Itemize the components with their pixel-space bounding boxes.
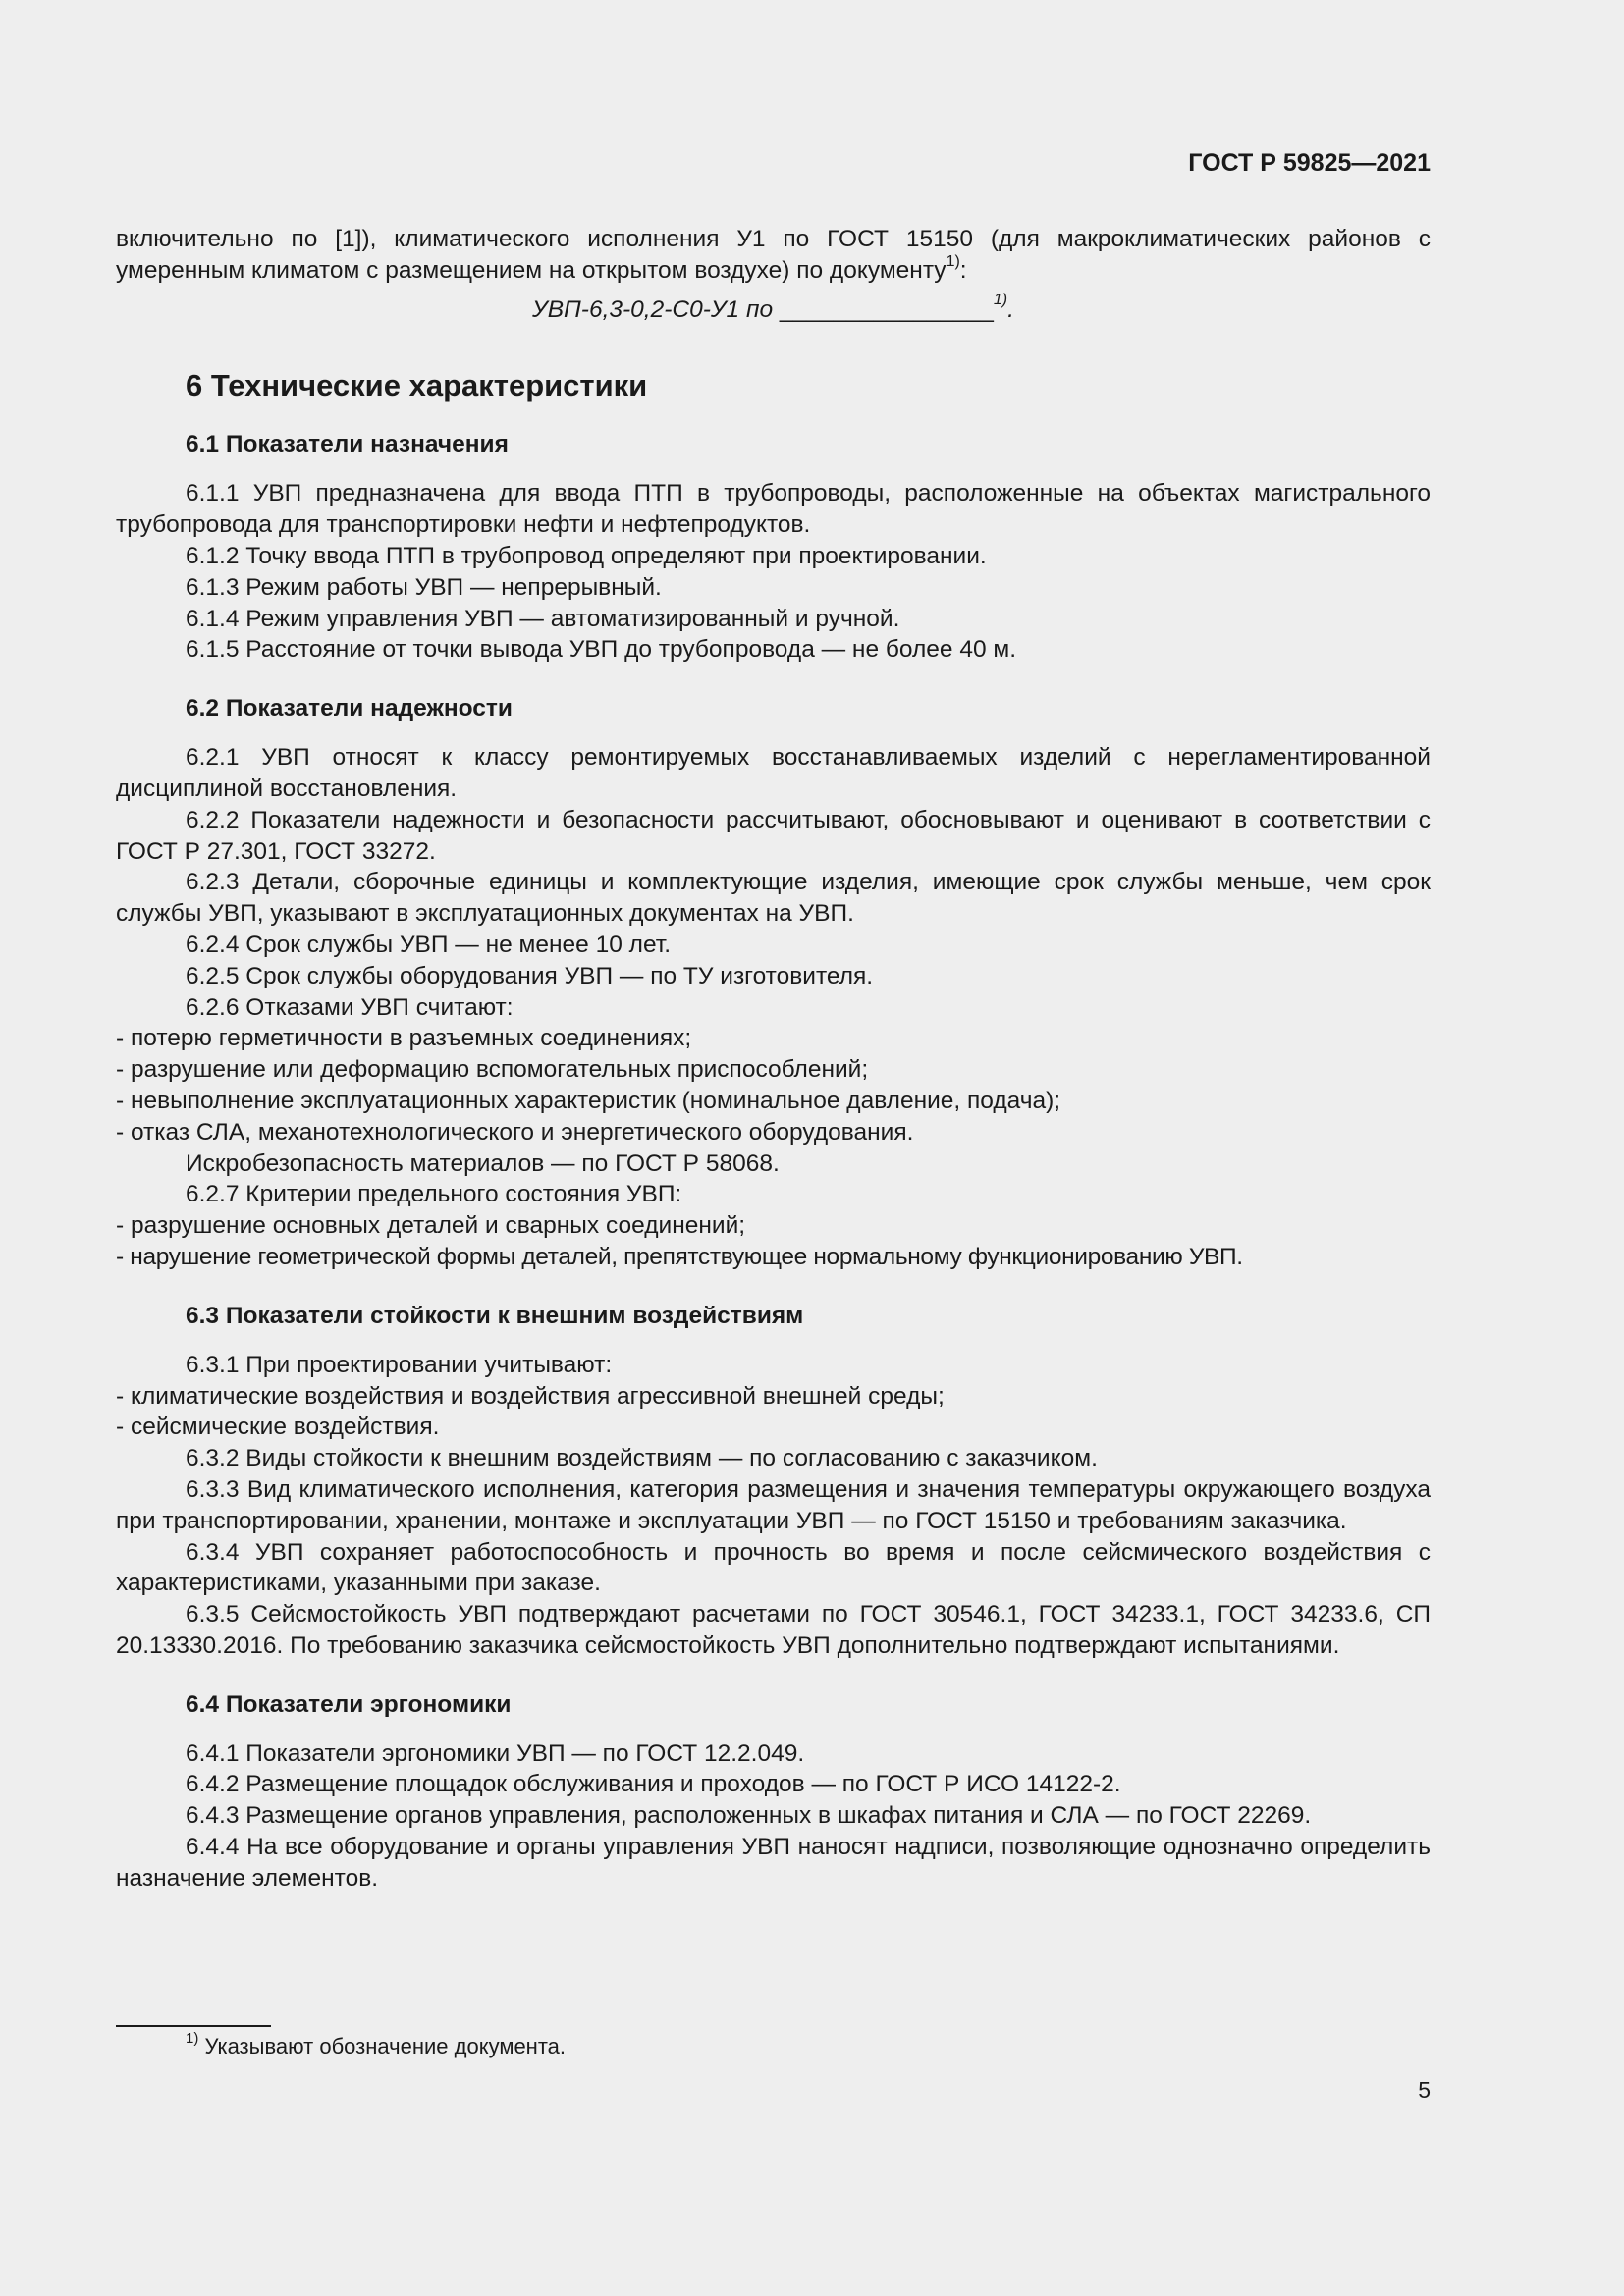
page-content	[116, 224, 1431, 1895]
paragraph: 6.2.7 Критерии предельного состояния УВП:	[186, 1181, 682, 1208]
paragraph: 6.3.2 Виды стойкости к внешним воздействиям — по согласованию с заказчиком.	[186, 1445, 1098, 1472]
footnote-text: Указывают обозначение документа.	[204, 2034, 567, 2058]
paragraph: 6.1.5 Расстояние от точки вывода УВП до трубопровода — не более 40 м.	[186, 636, 1017, 664]
paragraph: Искробезопасность материалов — по ГОСТ Р 58068.	[186, 1149, 780, 1177]
section-6-title: 6 Технические характеристики	[186, 368, 648, 403]
designation-footnote-ref: 1)	[993, 292, 1008, 309]
intro-text: включительно по [1]), климатического исполнения У1 по ГОСТ 15150 (для макроклиматических районов с умеренным климатом с размещением на открытом воздухе) по документу	[116, 226, 1431, 284]
paragraph: 6.2.6 Отказами УВП считают:	[186, 993, 514, 1021]
list-item: - нарушение геометрической формы деталей, препятствующее нормальному функционированию УВП.	[116, 1243, 1243, 1270]
list-item: - отказ СЛА, механотехнологического и энергетического оборудования.	[116, 1118, 914, 1146]
paragraph: 6.1.4 Режим управления УВП — автоматизированный и ручной.	[186, 605, 900, 632]
list-item: - разрушение или деформацию вспомогательных приспособлений;	[116, 1056, 869, 1084]
section-6-4-title: 6.4 Показатели эргономики	[186, 1690, 512, 1718]
list-item: - потерю герметичности в разъемных соединениях;	[116, 1025, 692, 1052]
footnote-mark: 1)	[186, 2029, 199, 2047]
paragraph: 6.1.3 Режим работы УВП — непрерывный.	[186, 573, 662, 601]
paragraph: 6.3.1 При проектировании учитывают:	[186, 1351, 613, 1378]
intro-paragraph	[116, 224, 1431, 287]
paragraph: 6.3.3 Вид климатического исполнения, категория размещения и значения температуры окружающего воздуха при транспортировании, хранении, монтаже и эксплуатации УВП — по ГОСТ 15150 и требованиям заказчика.	[116, 1475, 1431, 1534]
section-6-1-title: 6.1 Показатели назначения	[186, 431, 509, 458]
section-6-3-title: 6.3 Показатели стойкости к внешним воздействиям	[186, 1302, 804, 1329]
paragraph: 6.4.4 На все оборудование и органы управления УВП наносят надписи, позволяющие однозначно определить назначение элементов.	[116, 1834, 1431, 1892]
paragraph: 6.4.1 Показатели эргономики УВП — по ГОСТ 12.2.049.	[186, 1739, 805, 1767]
paragraph: 6.2.2 Показатели надежности и безопасности рассчитывают, обосновывают и оценивают в соответствии с ГОСТ Р 27.301, ГОСТ 33272.	[116, 806, 1431, 865]
paragraph: 6.1.2 Точку ввода ПТП в трубопровод определяют при проектировании.	[186, 542, 987, 569]
paragraph: 6.1.1 УВП предназначена для ввода ПТП в трубопроводы, расположенные на объектах магистрального трубопровода для транспортировки нефти и нефтепродуктов.	[116, 480, 1431, 539]
footnote-ref: 1)	[946, 252, 960, 270]
paragraph: 6.2.1 УВП относят к классу ремонтируемых восстанавливаемых изделий с нерегламентированной дисциплиной восстановления.	[116, 744, 1431, 802]
designation-tail: .	[1007, 295, 1014, 323]
page-number: 5	[1418, 2077, 1431, 2103]
list-item: - сейсмические воздействия.	[116, 1414, 440, 1441]
intro-tail: :	[959, 256, 967, 284]
list-item: - невыполнение эксплуатационных характеристик (номинальное давление, подача);	[116, 1087, 1061, 1114]
list-item: - климатические воздействия и воздействия агрессивной внешней среды;	[116, 1382, 945, 1410]
document-code: ГОСТ Р 59825—2021	[1188, 149, 1431, 177]
designation-blank: ________________	[779, 295, 994, 323]
paragraph: 6.4.3 Размещение органов управления, расположенных в шкафах питания и СЛА — по ГОСТ 22269.	[186, 1802, 1312, 1830]
paragraph: 6.2.3 Детали, сборочные единицы и комплектующие изделия, имеющие срок службы меньше, чем срок службы УВП, указывают в эксплуатационных документах на УВП.	[116, 869, 1431, 928]
paragraph: 6.2.4 Срок службы УВП — не менее 10 лет.	[186, 931, 672, 958]
paragraph: 6.3.5 Сейсмостойкость УВП подтверждают расчетами по ГОСТ 30546.1, ГОСТ 34233.1, ГОСТ 34233.6, СП 20.13330.2016. По требованию заказчика сейсмостойкость УВП дополнительно подтверждают испытаниями.	[116, 1601, 1431, 1659]
paragraph: 6.2.5 Срок службы оборудования УВП — по ТУ изготовителя.	[186, 962, 874, 989]
footnote	[186, 2029, 567, 2061]
paragraph: 6.3.4 УВП сохраняет работоспособность и прочность во время и после сейсмического воздействия с характеристиками, указанными при заказе.	[116, 1538, 1431, 1597]
paragraph: 6.4.2 Размещение площадок обслуживания и проходов — по ГОСТ Р ИСО 14122-2.	[186, 1771, 1121, 1798]
list-item: - разрушение основных деталей и сварных соединений;	[116, 1212, 746, 1240]
designation-example	[116, 294, 1431, 326]
designation-text: УВП-6,3-0,2-С0-У1 по	[532, 295, 774, 323]
section-6-2-title: 6.2 Показатели надежности	[186, 695, 513, 722]
footnote-divider	[116, 2025, 271, 2027]
